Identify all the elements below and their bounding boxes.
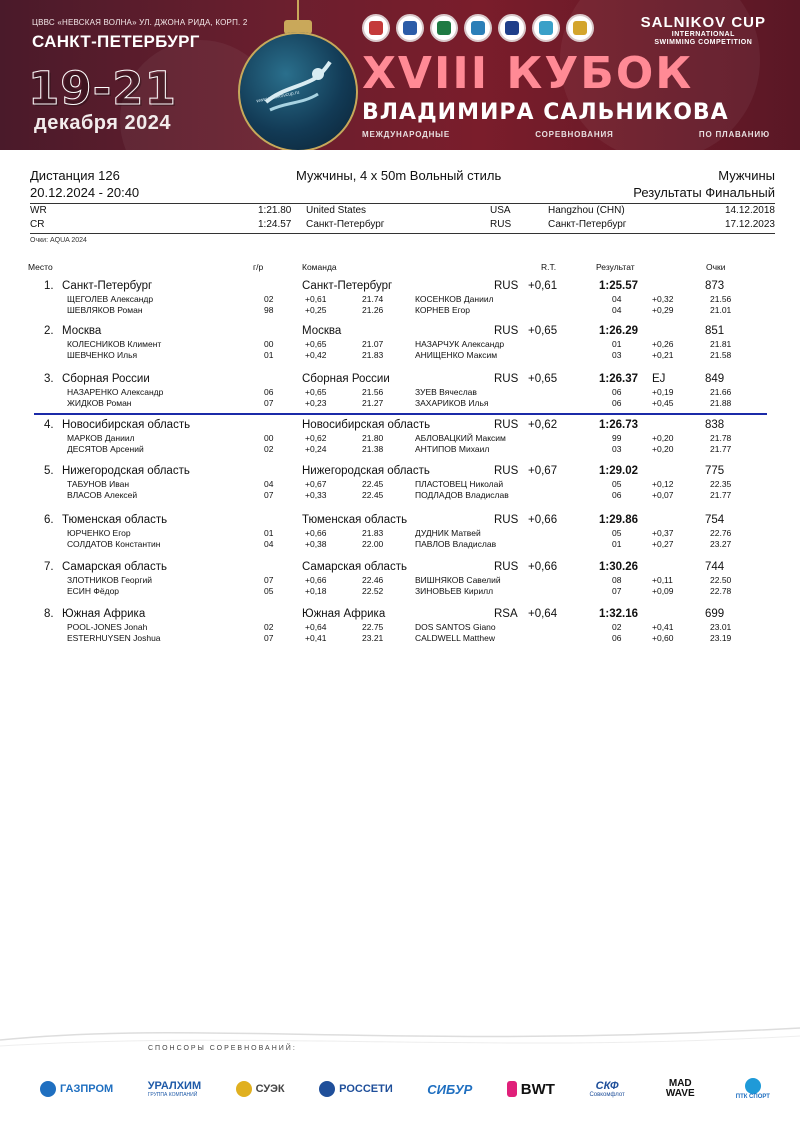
tagline-3: ПО ПЛАВАНИЮ [698,130,770,139]
swimmer-name: КОСЕНКОВ Даниил [415,294,494,304]
cup-sub-1: INTERNATIONAL [671,31,735,38]
swimmer-name: ШЕВЛЯКОВ Роман [67,305,143,315]
swimmer-rt: +0,67 [305,479,327,489]
swimmer-split: 22.52 [362,586,384,596]
record-place: Hangzhou (CHN) [548,205,625,216]
sponsor-madwave [659,1079,701,1099]
team-reaction-time: +0,62 [528,419,558,431]
record-date: 14.12.2018 [724,205,775,216]
cup-logo [641,14,766,47]
sponsor-name: BWT [520,1080,555,1098]
swimmer-rt: +0,66 [305,528,327,538]
team-result-row [0,325,800,367]
col-rt: R.T. [541,262,557,272]
swimmer-yob: 04 [264,539,274,549]
record-nat: USA [490,205,511,216]
team-result-row [0,608,800,650]
swimmer-rt: +0,18 [305,586,327,596]
swimmer-name: ШЕВЧЕНКО Илья [67,350,138,360]
team-reaction-time: +0,64 [528,608,558,620]
team-rank: 2. [44,325,54,337]
swimmer-yob: 07 [612,586,622,596]
sponsor-name: MAD WAVE [665,1078,695,1099]
rosseti-globe-icon [319,1081,335,1097]
team-nat: RUS [494,325,519,337]
event-banner [0,0,800,150]
team-nat: RUS [494,465,519,477]
sponsor-uralchem [148,1080,201,1098]
record-holder: Санкт-Петербург [306,219,385,230]
team-points: 775 [705,465,725,477]
swimmer-split: 21.07 [362,339,384,349]
swimmer-rt: +0,42 [305,350,327,360]
record-row-wr [30,205,775,218]
swimmer-split: 22.45 [362,490,384,500]
swimmer-yob: 01 [612,339,622,349]
ptk-sport-icon [745,1078,761,1094]
swimmer-yob: 02 [612,622,622,632]
team-club: Самарская область [302,561,407,573]
organizer-logo-5-icon [498,14,526,42]
banner-cup-name: ВЛАДИМИРА САЛЬНИКОВА [362,100,729,125]
team-result-time: 1:25.57 [599,280,639,292]
records-rule [30,233,775,234]
organizer-logo-7-icon [566,14,594,42]
team-name: Москва [62,325,102,337]
banner-tagline [362,130,770,139]
swimmer-split: 21.26 [362,305,384,315]
team-points: 744 [705,561,725,573]
team-result-row [0,419,800,461]
swimmer-name: ЮРЧЕНКО Егор [67,528,131,538]
points-note: Очки: AQUA 2024 [30,237,87,244]
sponsor-name: СУЭК [255,1083,285,1095]
swimmer-rt: +0,20 [652,444,674,454]
organizer-logos [362,14,594,42]
team-club: Нижегородская область [302,465,430,477]
swimmer-split: 21.27 [362,398,384,408]
swimmer-yob: 01 [612,539,622,549]
swimmer-rt: +0,24 [305,444,327,454]
swimmer-rt: +0,65 [305,339,327,349]
ornament-string [297,0,299,20]
record-time: 1:21.80 [258,205,292,216]
event-title: Мужчины, 4 x 50m Вольный стиль [296,168,502,183]
team-reaction-time: +0,67 [528,465,558,477]
col-yob: г/р [253,262,264,272]
swimmer-rt: +0,41 [652,622,674,632]
swimmer-split: 21.74 [362,294,384,304]
team-points: 873 [705,280,725,292]
swimmer-yob: 98 [264,305,274,315]
swimmer-split: 21.80 [362,433,384,443]
swimmer-name: ЗИНОВЬЕВ Кирилл [415,586,494,596]
swimmer-rt: +0,29 [652,305,674,315]
team-name: Сборная России [62,373,150,385]
swimmer-name: СОЛДАТОВ Константин [67,539,161,549]
swimmer-yob: 01 [264,528,274,538]
swimmer-name: НАЗАРЧУК Александр [415,339,505,349]
team-rank: 7. [44,561,54,573]
col-points: Очки [706,262,726,272]
team-nat: RUS [494,514,519,526]
team-points: 754 [705,514,725,526]
team-result-time: 1:26.73 [599,419,639,431]
sponsor-bwt [507,1081,555,1098]
record-holder: United States [306,205,367,216]
team-result-time: 1:32.16 [599,608,639,620]
swimmer-rt: +0,23 [305,398,327,408]
swimmer-rt: +0,38 [305,539,327,549]
col-team: Команда [302,262,337,272]
team-result-time: 1:26.29 [599,325,639,337]
swimmer-yob: 06 [264,387,274,397]
swimmer-rt: +0,45 [652,398,674,408]
distance-label: Дистанция 126 [30,168,120,183]
swimmer-name: ДУДНИК Матвей [415,528,481,538]
banner-dates: 19-21 [28,62,177,115]
tagline-1: МЕЖДУНАРОДНЫЕ [362,130,450,139]
result-type: Результаты Финальный [633,185,775,200]
record-place: Санкт-Петербург [548,219,627,230]
team-result-row [0,373,800,415]
sponsors-title: СПОНСОРЫ СОРЕВНОВАНИЙ: [148,1045,297,1052]
team-nat: RUS [494,280,519,292]
swimmer-rt: +0,33 [305,490,327,500]
team-club: Санкт-Петербург [302,280,393,292]
event-datetime: 20.12.2024 - 20:40 [30,185,140,200]
sponsor-name: РОССЕТИ [339,1083,393,1095]
swimmer-yob: 02 [264,444,274,454]
swimmer-yob: 03 [612,350,622,360]
team-record-note: EJ [652,373,666,385]
swimmer-split: 23.21 [362,633,384,643]
swimmer-rt: +0,09 [652,586,674,596]
team-club: Тюменская область [302,514,408,526]
swimmer-name: DOS SANTOS Giano [415,622,496,632]
swimmer-yob: 04 [612,294,622,304]
sponsor-name: УРАЛХИМ [147,1080,202,1092]
team-reaction-time: +0,61 [528,280,558,292]
record-date: 17.12.2023 [724,219,775,230]
swimmer-split: 22.75 [362,622,384,632]
sponsor-ptk [736,1078,770,1100]
team-reaction-time: +0,65 [528,373,558,385]
team-name: Нижегородская область [62,465,190,477]
sponsor-suek [236,1081,285,1097]
swimmer-split: 22.46 [362,575,384,585]
swimmer-name: АНТИПОВ Михаил [415,444,490,454]
swimmer-name: ЩЕГОЛЕВ Александр [67,294,154,304]
swimmer-rt: +0,07 [652,490,674,500]
swimmer-name: КОЛЕСНИКОВ Климент [67,339,162,349]
team-rank: 1. [44,280,54,292]
swimmer-yob: 04 [612,305,622,315]
swimmer-split: 23.27 [710,539,732,549]
swimmer-split: 21.38 [362,444,384,454]
team-club: Москва [302,325,342,337]
banner-month: декабря 2024 [34,112,171,134]
swimmer-rt: +0,32 [652,294,674,304]
swimmer-name: МАРКОВ Даниил [67,433,135,443]
swimmer-yob: 07 [264,398,274,408]
swimmer-split: 21.01 [710,305,732,315]
swimmer-yob: 06 [612,398,622,408]
col-place: Место [28,262,53,272]
swimmer-yob: 07 [264,575,274,585]
team-result-time: 1:30.26 [599,561,639,573]
swimmer-yob: 05 [264,586,274,596]
swimmer-name: ВИШНЯКОВ Савелий [415,575,501,585]
swimmer-rt: +0,61 [305,294,327,304]
swimmer-rt: +0,27 [652,539,674,549]
swimmer-rt: +0,20 [652,433,674,443]
swimmer-rt: +0,65 [305,387,327,397]
swimmer-split: 23.01 [710,622,732,632]
swimmer-yob: 06 [612,387,622,397]
swimmer-name: ЗАХАРИКОВ Илья [415,398,489,408]
venue-address: ЦВВС «НЕВСКАЯ ВОЛНА» УЛ. ДЖОНА РИДА, КОРП. 2 [32,18,248,27]
swimmer-name: ЖИДКОВ Роман [67,398,132,408]
team-result-time: 1:29.02 [599,465,639,477]
team-result-time: 1:26.37 [599,373,639,385]
swimmer-rt: +0,12 [652,479,674,489]
swimmer-yob: 00 [264,433,274,443]
team-name: Новосибирская область [62,419,191,431]
swimmer-name: НАЗАРЕНКО Александр [67,387,164,397]
gender-label: Мужчины [718,168,775,183]
team-result-row [0,561,800,603]
swimmer-split: 21.66 [710,387,732,397]
final-qualification-divider [34,413,767,415]
bwt-mark-icon [507,1081,517,1097]
swimmer-rt: +0,66 [305,575,327,585]
swimmer-yob: 00 [264,339,274,349]
swimmer-split: 21.56 [710,294,732,304]
swimmer-split: 21.83 [362,350,384,360]
team-result-row [0,514,800,556]
swimmer-yob: 07 [264,490,274,500]
swimmer-yob: 01 [264,350,274,360]
swimmer-yob: 05 [612,528,622,538]
team-reaction-time: +0,66 [528,514,558,526]
swimmer-rt: +0,64 [305,622,327,632]
team-points: 699 [705,608,725,620]
record-code: WR [30,205,47,216]
swimmer-rt: +0,60 [652,633,674,643]
swimmer-rt: +0,11 [652,575,673,585]
swimmer-split: 22.50 [710,575,732,585]
organizer-logo-2-icon [396,14,424,42]
record-code: CR [30,219,45,230]
sponsor-name: ПТК СПОРТ [735,1094,770,1100]
team-club: Сборная России [302,373,390,385]
swimmer-yob: 02 [264,294,274,304]
swimmer-rt: +0,19 [652,387,674,397]
sponsor-gazprom [40,1081,113,1097]
gazprom-flame-icon [40,1081,56,1097]
team-reaction-time: +0,66 [528,561,558,573]
sponsor-rosseti [319,1081,393,1097]
team-result-row [0,465,800,507]
cup-sub-2: SWIMMING COMPETITION [654,39,753,46]
sponsor-sub: Совкомфлот [589,1092,625,1098]
swimmer-split: 22.35 [710,479,732,489]
team-result-time: 1:29.86 [599,514,639,526]
swimmer-rt: +0,21 [652,350,674,360]
swimmer-yob: 06 [612,490,622,500]
swimmer-name: ПАВЛОВ Владислав [415,539,497,549]
swimmer-split: 22.78 [710,586,732,596]
swimmer-name: ВЛАСОВ Алексей [67,490,138,500]
swimmer-split: 21.77 [710,444,732,454]
swimmer-yob: 04 [264,479,274,489]
swimmer-split: 21.83 [362,528,384,538]
swimmer-yob: 07 [264,633,274,643]
record-time: 1:24.57 [258,219,292,230]
team-nat: RUS [494,561,519,573]
team-points: 849 [705,373,725,385]
swimmer-split: 21.81 [710,339,732,349]
sponsor-name: ГАЗПРОМ [60,1083,114,1095]
swimmer-name: ПЛАСТОВЕЦ Николай [415,479,504,489]
record-row-cr [30,219,775,232]
suek-sun-icon [236,1081,252,1097]
sponsors-row [40,1078,770,1100]
swimmer-split: 21.88 [710,398,732,408]
organizer-logo-4-icon [464,14,492,42]
team-rank: 6. [44,514,54,526]
team-name: Тюменская область [62,514,168,526]
swimmer-split: 21.56 [362,387,384,397]
swimmer-rt: +0,41 [305,633,327,643]
swimmer-yob: 03 [612,444,622,454]
swimmer-name: ЗЛОТНИКОВ Георгий [67,575,152,585]
results-column-headers [0,262,800,274]
swimmer-split: 23.19 [710,633,732,643]
swimmer-name: CALDWELL Matthew [415,633,495,643]
swimmer-yob: 99 [612,433,622,443]
sponsor-name: СКФ [595,1080,619,1092]
team-name: Санкт-Петербург [62,280,153,292]
swimmer-name: ESTERHUYSEN Joshua [67,633,161,643]
ornament-url: www.salnikovcup.ru [255,89,301,105]
swimmer-split: 22.76 [710,528,732,538]
swimmer-name: КОРНЕВ Егор [415,305,471,315]
swimmer-name: ТАБУНОВ Иван [67,479,130,489]
record-nat: RUS [490,219,512,230]
event-header [30,168,775,202]
swimmer-split: 21.78 [710,433,732,443]
swimmer-name: POOL-JONES Jonah [67,622,148,632]
banner-cup-number: XVIII КУБОК [362,48,694,99]
swimmer-name: ЕСИН Фёдор [67,586,120,596]
swimmer-split: 22.45 [362,479,384,489]
organizer-logo-1-icon [362,14,390,42]
team-points: 838 [705,419,725,431]
col-result: Результат [596,262,635,272]
swimmer-yob: 02 [264,622,274,632]
team-club: Южная Африка [302,608,386,620]
swimmer-name: АНИЩЕНКО Максим [415,350,498,360]
team-name: Самарская область [62,561,167,573]
sponsor-sibur [427,1082,472,1097]
team-reaction-time: +0,65 [528,325,558,337]
sponsor-name: СИБУР [427,1081,473,1097]
organizer-logo-3-icon [430,14,458,42]
team-name: Южная Африка [62,608,146,620]
team-result-row [0,280,800,322]
swimmer-name: ДЕСЯТОВ Арсений [67,444,144,454]
swimmer-name: АБЛОВАЦКИЙ Максим [415,433,506,443]
swimmer-split: 21.58 [710,350,732,360]
banner-city: САНКТ-ПЕТЕРБУРГ [32,32,200,51]
sponsor-sub: ГРУППА КОМПАНИЙ [147,1092,198,1098]
team-rank: 4. [44,419,54,431]
swimmer-yob: 06 [612,633,622,643]
cup-title: SALNIKOV CUP [640,14,766,31]
footer-wave-decoration [0,1010,800,1050]
swimmer-split: 21.77 [710,490,732,500]
team-rank: 3. [44,373,54,385]
organizer-logo-6-icon [532,14,560,42]
swimmer-name: ПОДЛАДОВ Владислав [415,490,509,500]
swimmer-rt: +0,62 [305,433,327,443]
team-points: 851 [705,325,725,337]
swimmer-rt: +0,26 [652,339,674,349]
swimmer-rt: +0,25 [305,305,327,315]
header-rule [30,203,775,204]
team-rank: 8. [44,608,54,620]
team-rank: 5. [44,465,54,477]
team-nat: RUS [494,373,519,385]
swimmer-name: ЗУЕВ Вячеслав [415,387,477,397]
team-club: Новосибирская область [302,419,431,431]
team-nat: RUS [494,419,519,431]
swimmer-split: 22.00 [362,539,384,549]
swimmer-yob: 08 [612,575,622,585]
team-nat: RSA [494,608,518,620]
swimmer-yob: 05 [612,479,622,489]
tagline-2: СОРЕВНОВАНИЯ [535,130,614,139]
swimmer-rt: +0,37 [652,528,674,538]
sponsor-skf [589,1080,624,1098]
